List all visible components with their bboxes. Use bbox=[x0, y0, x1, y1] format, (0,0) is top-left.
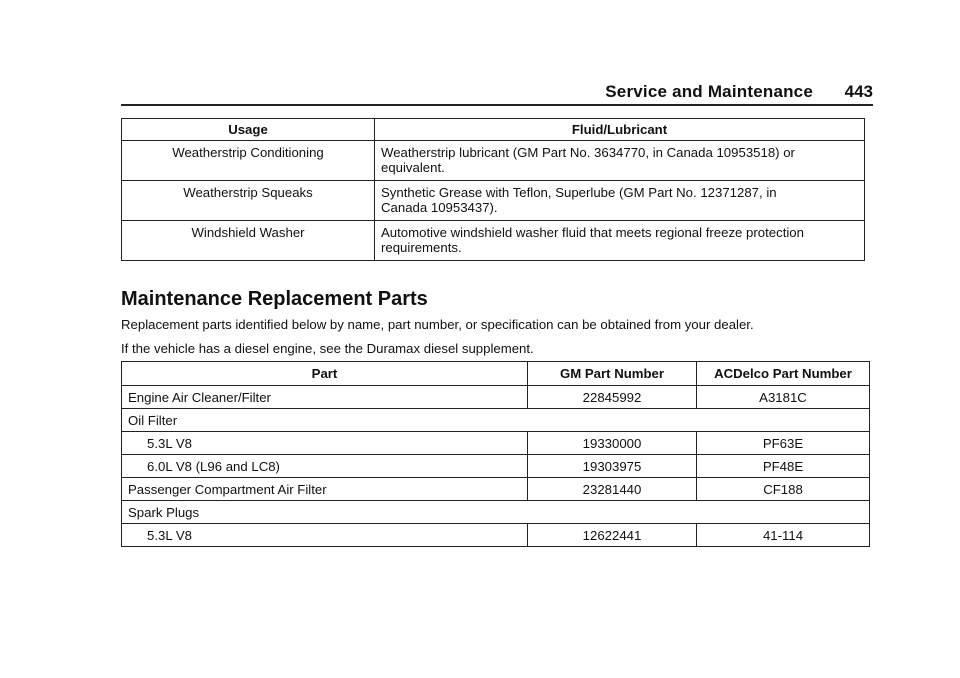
page-number: 443 bbox=[844, 82, 873, 101]
column-header-fluid: Fluid/Lubricant bbox=[375, 119, 865, 141]
table-row bbox=[122, 432, 870, 455]
usage-cell: Weatherstrip Conditioning bbox=[122, 141, 375, 181]
part-cell: 5.3L V8 bbox=[122, 524, 528, 547]
replacement-parts-table bbox=[121, 361, 870, 547]
fluid-cell bbox=[375, 181, 865, 221]
table-row bbox=[122, 478, 870, 501]
page-header bbox=[121, 78, 873, 106]
fluid-line: Synthetic Grease with Teflon, Superlube (GM Part No. 12371287, in bbox=[381, 185, 777, 200]
fluid-line: equivalent. bbox=[381, 160, 445, 175]
table-row bbox=[122, 141, 865, 181]
table-row bbox=[122, 181, 865, 221]
intro-paragraph: Replacement parts identified below by name, part number, or specification can be obtained from your dealer. bbox=[121, 317, 754, 332]
fluid-line: Automotive windshield washer fluid that meets regional freeze protection bbox=[381, 225, 804, 240]
gm-number-cell: 12622441 bbox=[528, 524, 697, 547]
column-header-part: Part bbox=[122, 362, 528, 386]
fluid-line: Canada 10953437). bbox=[381, 200, 498, 215]
column-header-usage: Usage bbox=[122, 119, 375, 141]
diesel-note-paragraph: If the vehicle has a diesel engine, see the Duramax diesel supplement. bbox=[121, 341, 534, 356]
gm-number-cell: 23281440 bbox=[528, 478, 697, 501]
table-row bbox=[122, 501, 870, 524]
gm-number-cell: 19303975 bbox=[528, 455, 697, 478]
table-row bbox=[122, 409, 870, 432]
section-title: Maintenance Replacement Parts bbox=[121, 288, 428, 310]
part-cell: Engine Air Cleaner/Filter bbox=[122, 386, 528, 409]
part-group-cell: Spark Plugs bbox=[122, 501, 870, 524]
part-group-cell: Oil Filter bbox=[122, 409, 870, 432]
column-header-gm-part-number: GM Part Number bbox=[528, 362, 697, 386]
table-row bbox=[122, 455, 870, 478]
header-section-title: Service and Maintenance bbox=[605, 82, 813, 101]
fluid-cell bbox=[375, 141, 865, 181]
acdelco-number-cell: 41‑114 bbox=[697, 524, 870, 547]
gm-number-cell: 19330000 bbox=[528, 432, 697, 455]
usage-cell: Weatherstrip Squeaks bbox=[122, 181, 375, 221]
part-cell: Passenger Compartment Air Filter bbox=[122, 478, 528, 501]
table-header-row bbox=[122, 119, 865, 141]
fluid-line: Weatherstrip lubricant (GM Part No. 3634770, in Canada 10953518) or bbox=[381, 145, 795, 160]
fluid-cell bbox=[375, 221, 865, 261]
fluid-lubricant-table bbox=[121, 118, 865, 261]
fluid-line: requirements. bbox=[381, 240, 462, 255]
gm-number-cell: 22845992 bbox=[528, 386, 697, 409]
table-row bbox=[122, 386, 870, 409]
table-header-row bbox=[122, 362, 870, 386]
usage-cell: Windshield Washer bbox=[122, 221, 375, 261]
acdelco-number-cell: PF48E bbox=[697, 455, 870, 478]
acdelco-number-cell: PF63E bbox=[697, 432, 870, 455]
part-cell: 5.3L V8 bbox=[122, 432, 528, 455]
acdelco-number-cell: A3181C bbox=[697, 386, 870, 409]
acdelco-number-cell: CF188 bbox=[697, 478, 870, 501]
table-row bbox=[122, 221, 865, 261]
column-header-acdelco-part-number: ACDelco Part Number bbox=[697, 362, 870, 386]
table-row bbox=[122, 524, 870, 547]
part-cell: 6.0L V8 (L96 and LC8) bbox=[122, 455, 528, 478]
